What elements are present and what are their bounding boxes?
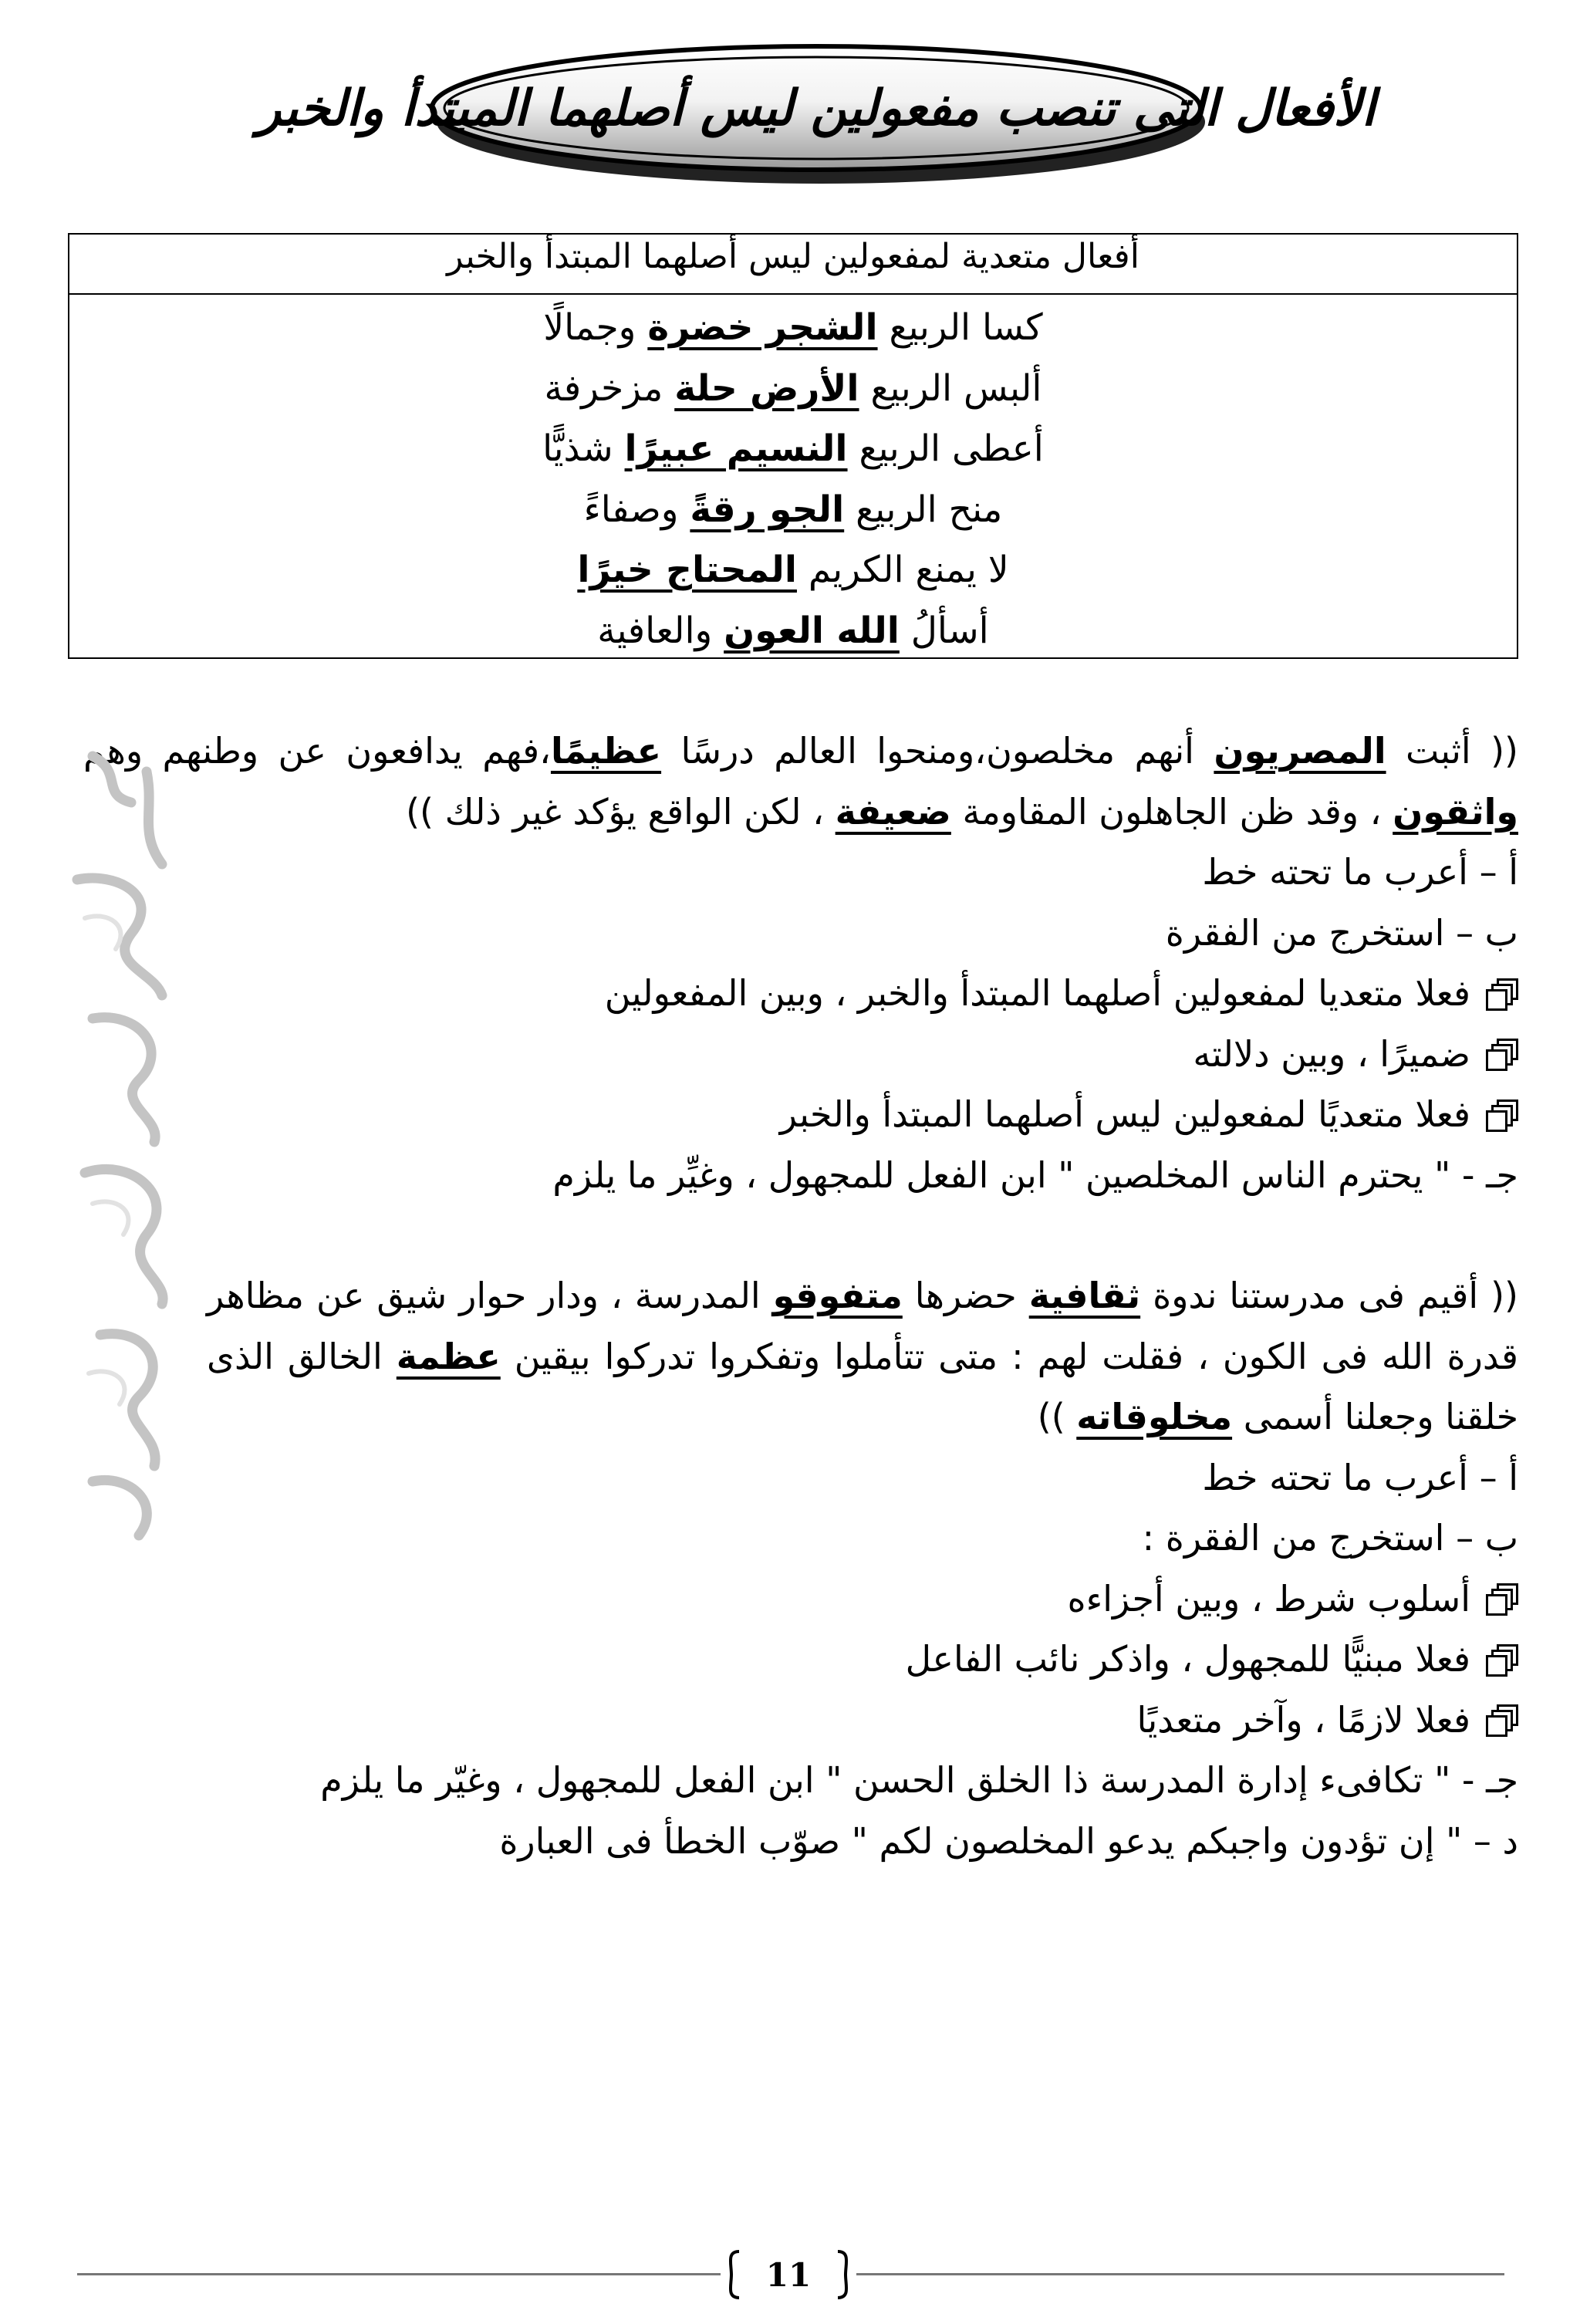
row-text: والعافية bbox=[597, 609, 724, 652]
list-item-text: أسلوب شرط ، وبين أجزاءه bbox=[1067, 1577, 1470, 1620]
list-item bbox=[207, 1629, 1518, 1690]
list-item bbox=[83, 1084, 1518, 1145]
underlined-word: عظمة bbox=[396, 1335, 501, 1377]
table-row bbox=[69, 601, 1517, 662]
author-signature-watermark bbox=[46, 741, 201, 1551]
question-c: جـ - " تكافىء إدارة المدرسة ذا الخلق الحسن " ابن الفعل للمجهول ، وغيّر ما يلزم bbox=[320, 1759, 1518, 1801]
table-row bbox=[69, 540, 1517, 601]
paragraph-text: المدرسة ، ودار حوار شيق عن مظاهر قدرة الله فى الكون ، فقلت لهم : متى تتأملوا وتفكروا تدركوا بيقين bbox=[207, 1275, 1519, 1377]
stacked-squares-icon bbox=[1483, 1100, 1518, 1135]
row-text: ألبس الربيع bbox=[859, 367, 1042, 410]
exercise-2 bbox=[207, 1265, 1518, 1871]
paragraph-text: ،فهم يدافعون عن وطنهم وهم bbox=[83, 730, 551, 772]
row-objects: الأرض حلة bbox=[674, 367, 859, 410]
table-header: أفعال متعدية لمفعولين ليس أصلهما المبتدأ والخبر bbox=[69, 235, 1517, 295]
exercise-1-paragraph bbox=[83, 721, 1518, 842]
row-text: شذيًّا bbox=[542, 427, 625, 470]
page-title: الأفعال التى تنصب مفعولين ليس أصلهما المبتدأ والخبر bbox=[257, 79, 1376, 137]
question-b: ب – استخرج من الفقرة bbox=[1165, 911, 1518, 954]
page-number: 11 bbox=[765, 2255, 812, 2294]
row-text: أعطى الربيع bbox=[847, 427, 1044, 470]
question-a: أ – أعرب ما تحته خط bbox=[1202, 1456, 1518, 1498]
paragraph-text: ، وقد ظن الجاهلون المقاومة bbox=[950, 790, 1393, 833]
paragraph-text: أنهم مخلصون،ومنحوا العالم درسًا bbox=[661, 730, 1214, 772]
row-text: مزخرفة bbox=[544, 367, 675, 410]
row-objects: النسيم عبيرًا bbox=[624, 427, 848, 470]
question-a: أ – أعرب ما تحته خط bbox=[1202, 851, 1518, 893]
paragraph-text: الخالق الذى خلقنا وجعلنا أسمى bbox=[207, 1335, 1518, 1437]
paragraph-text: حضرها bbox=[902, 1275, 1029, 1316]
list-item bbox=[83, 963, 1518, 1024]
row-text: منح الربيع bbox=[844, 488, 1003, 531]
table-row bbox=[69, 419, 1517, 480]
underlined-word: ثقافية bbox=[1028, 1275, 1141, 1316]
stacked-squares-icon bbox=[1483, 1644, 1518, 1680]
table-row bbox=[69, 359, 1517, 420]
list-item-text: فعلا لازمًا ، وآخر متعديًا bbox=[1136, 1698, 1470, 1741]
row-text: كسا الربيع bbox=[877, 306, 1043, 349]
table-row bbox=[69, 480, 1517, 541]
paragraph-text: (( أقيم فى مدرستنا ندوة bbox=[1140, 1275, 1518, 1316]
paragraph-text: ، لكن الواقع يؤكد غير ذلك )) bbox=[406, 790, 836, 833]
list-item bbox=[207, 1690, 1518, 1751]
underlined-word: عظيمًا bbox=[550, 730, 662, 772]
underlined-word: واثقون bbox=[1393, 790, 1518, 833]
exercise-1 bbox=[83, 721, 1518, 1205]
row-objects: الشجر خضرة bbox=[647, 306, 878, 349]
question-d: د – " إن تؤدون واجبكم يدعو المخلصون لكم " صوّب الخطأ فى العبارة bbox=[499, 1819, 1518, 1862]
row-objects: الجو رقةً bbox=[690, 488, 845, 531]
underlined-word: متفوقو bbox=[772, 1275, 903, 1316]
list-item bbox=[83, 1024, 1518, 1085]
list-item-text: ضميرًا ، وبين دلالته bbox=[1193, 1032, 1470, 1075]
row-objects: المحتاج خيرًا bbox=[577, 549, 797, 591]
paragraph-text: (( أثبت bbox=[1386, 730, 1518, 772]
stacked-squares-icon bbox=[1483, 1583, 1518, 1619]
table-body bbox=[69, 295, 1517, 661]
underlined-word: مخلوقاته bbox=[1076, 1396, 1233, 1437]
row-text: وجمالًا bbox=[543, 306, 648, 349]
examples-table bbox=[68, 233, 1518, 659]
stacked-squares-icon bbox=[1483, 1039, 1518, 1074]
row-text: أسألُ bbox=[899, 609, 989, 652]
table-row bbox=[69, 298, 1517, 359]
list-item-text: فعلا متعديًا لمفعولين ليس أصلهما المبتدأ والخبر bbox=[779, 1093, 1470, 1135]
underlined-word: ضعيفة bbox=[835, 790, 951, 833]
paragraph-text: )) bbox=[1037, 1396, 1077, 1437]
list-item bbox=[207, 1569, 1518, 1630]
stacked-squares-icon bbox=[1483, 1704, 1518, 1740]
title-banner bbox=[257, 31, 1376, 193]
question-c: جـ - " يحترم الناس المخلصين " ابن الفعل للمجهول ، وغيِّر ما يلزم bbox=[552, 1154, 1518, 1196]
stacked-squares-icon bbox=[1483, 978, 1518, 1014]
list-item-text: فعلا مبنيًّا للمجهول ، واذكر نائب الفاعل bbox=[905, 1638, 1470, 1680]
row-text: لا يمنع الكريم bbox=[796, 549, 1009, 591]
underlined-word: المصريون bbox=[1214, 730, 1386, 772]
question-b: ب – استخرج من الفقرة : bbox=[1142, 1517, 1518, 1559]
row-objects: الله العون bbox=[724, 609, 900, 652]
exercise-2-paragraph bbox=[207, 1265, 1518, 1447]
signature-drawing bbox=[46, 741, 201, 1551]
row-text: وصفاءً bbox=[583, 488, 690, 531]
list-item-text: فعلا متعديا لمفعولين أصلهما المبتدأ والخبر ، وبين المفعولين bbox=[604, 972, 1470, 1014]
